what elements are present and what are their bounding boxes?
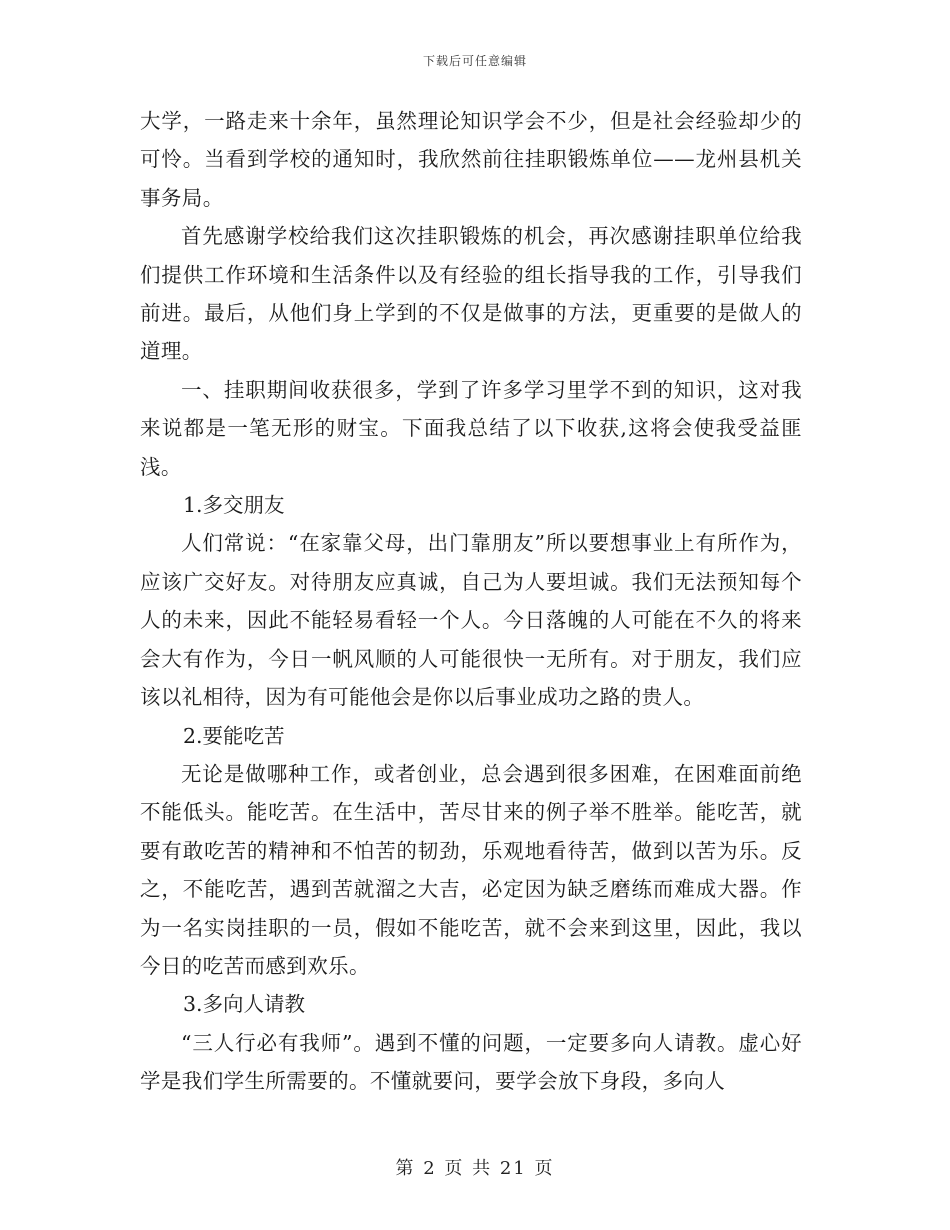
paragraph-ask-others: “三人行必有我师”。遇到不懂的问题，一定要多向人请教。虚心好学是我们学生所需要的。不懂就要问，要学会放下身段，多向人 xyxy=(140,1030,802,1094)
paragraph-intro-continued: 大学，一路走来十余年，虽然理论知识学会不少，但是社会经验却少的可怜。当看到学校的通知时，我欣然前往挂职锻炼单位——龙州县机关事务局。 xyxy=(140,109,802,210)
paragraph-make-friends: 人们常说：“在家靠父母，出门靠朋友”所以要想事业上有所作为，应该广交好友。对待朋友应真诚，自己为人要坦诚。我们无法预知每个人的未来，因此不能轻易看轻一个人。今日落魄的人可能在不久的将来会大有作为，今日一帆风顺的人可能很快一无所有。对于朋友，我们应该以礼相待，因为有可能他会是你以后事业成功之路的贵人。 xyxy=(140,531,802,710)
paragraph-endure-hardship: 无论是做哪种工作，或者创业，总会遇到很多困难，在困难面前绝不能低头。能吃苦。在生活中，苦尽甘来的例子举不胜举。能吃苦，就要有敢吃苦的精神和不怕苦的韧劲，乐观地看待苦，做到以苦为乐。反之，不能吃苦，遇到苦就溜之大吉，必定因为缺乏磨练而难成大器。作为一名实岗挂职的一员，假如不能吃苦，就不会来到这里，因此，我以今日的吃苦而感到欢乐。 xyxy=(140,761,802,978)
paragraph-section-one: 一、挂职期间收获很多，学到了许多学习里学不到的知识，这对我来说都是一笔无形的财宝。下面我总结了以下收获,这将会使我受益匪浅。 xyxy=(140,377,802,479)
document-body xyxy=(140,102,802,1101)
page-header-note: 下载后可任意编辑 xyxy=(422,54,527,68)
heading-ask-others: 3.多向人请教 xyxy=(183,992,306,1017)
heading-endure-hardship: 2.要能吃苦 xyxy=(183,723,285,748)
page-number: 第 2 页 共 21 页 xyxy=(395,1158,555,1179)
paragraph-thanks: 首先感谢学校给我们这次挂职锻炼的机会，再次感谢挂职单位给我们提供工作环境和生活条件以及有经验的组长指导我的工作，引导我们前进。最后，从他们身上学到的不仅是做事的方法，更重要的是做人的道理。 xyxy=(140,224,802,364)
heading-make-friends: 1.多交朋友 xyxy=(183,493,285,518)
